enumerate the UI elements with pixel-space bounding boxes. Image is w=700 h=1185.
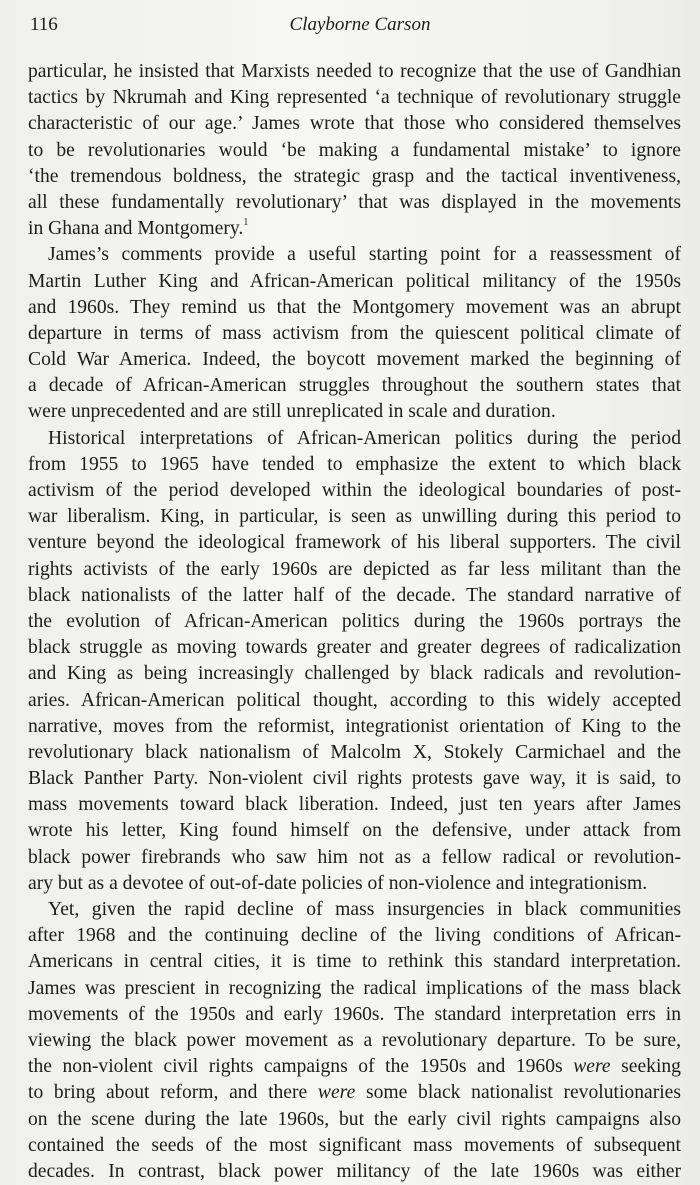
text-line: narrative, moves from the reformist, integrationist orientation of King to the	[28, 715, 681, 737]
text-line: Americans in central cities, it is time to rethink this standard interpretation.	[28, 951, 681, 973]
text-line: mass movements toward black liberation. Indeed, just ten years after James	[28, 794, 681, 816]
text-line: to be revolutionaries would ‘be making a fundamental mistake’ to ignore	[28, 139, 681, 161]
text-line: and 1960s. They remind us that the Montgomery movement was an abrupt	[28, 296, 681, 318]
text-line: ‘the tremendous boldness, the strategic grasp and the tactical inventiveness,	[28, 165, 681, 187]
text-line: viewing the black power movement as a revolutionary departure. To be sure,	[28, 1029, 681, 1051]
text-line: Martin Luther King and African-American political militancy of the 1950s	[28, 270, 681, 292]
text-line: were unprecedented and are still unreplicated in scale and duration.	[28, 401, 556, 423]
footnote-marker[interactable]: 1	[243, 217, 249, 229]
paragraph	[28, 897, 681, 1185]
running-head: Clayborne Carson	[289, 14, 431, 35]
text-line: war liberalism. King, in particular, is seen as unwilling during this period to	[28, 506, 681, 528]
text-line: in Ghana and Montgomery.$^1$	[28, 217, 249, 240]
text-line: the non-violent civil rights campaigns of the 1950s and 1960s were seeking	[28, 1056, 681, 1078]
text-line: Cold War America. Indeed, the boycott movement marked the beginning of	[28, 349, 681, 371]
emphasis: were	[573, 1056, 611, 1078]
text-line: aries. African-American political thought, according to this widely accepted	[28, 689, 681, 711]
text-line: black struggle as moving towards greater and greater degrees of radicalization	[28, 637, 681, 659]
text-line: revolutionary black nationalism of Malcolm X, Stokely Carmichael and the	[28, 741, 681, 763]
text-line: departure in terms of mass activism from the quiescent political climate of	[28, 322, 681, 344]
text-line: the evolution of African-American politics during the 1960s portrays the	[28, 610, 681, 632]
text-line: movements of the 1950s and early 1960s. The standard interpretation errs in	[28, 1003, 681, 1025]
text-line: Black Panther Party. Non-violent civil rights protests gave way, it is said, to	[28, 768, 681, 790]
text-line: wrote his letter, King found himself on the defensive, under attack from	[28, 820, 681, 842]
page-number: 116	[30, 14, 58, 35]
text-line: after 1968 and the continuing decline of the living conditions of African-	[28, 925, 681, 947]
text-line: particular, he insisted that Marxists needed to recognize that the use of Gandhian	[28, 61, 681, 82]
text-line: activism of the period developed within the ideological boundaries of post-	[28, 480, 681, 501]
text-line: from 1955 to 1965 have tended to emphasize the extent to which black	[28, 453, 681, 475]
paragraph	[28, 242, 681, 425]
text-line: and King as being increasingly challenged by black radicals and revolution-	[28, 663, 681, 685]
text-line: to bring about reform, and there were some black nationalist revolutionaries	[28, 1082, 681, 1104]
emphasis: were	[317, 1082, 356, 1104]
text-line: black power firebrands who saw him not as a fellow radical or revolution-	[28, 846, 681, 868]
text-line: Yet, given the rapid decline of mass insurgencies in black communities	[48, 899, 681, 920]
text-line: Historical interpretations of African-American politics during the period	[48, 427, 681, 449]
body-text	[28, 59, 681, 1185]
text-line: characteristic of our age.’ James wrote that those who considered themselves	[28, 113, 681, 135]
text-line: rights activists of the early 1960s are depicted as far less militant than the	[28, 558, 681, 580]
text-line: black nationalists of the latter half of the decade. The standard narrative of	[28, 584, 681, 606]
text-line: on the scene during the late 1960s, but the early civil rights campaigns also	[28, 1108, 681, 1130]
text-line: James was prescient in recognizing the radical implications of the mass black	[28, 977, 681, 999]
page-header	[30, 14, 680, 42]
text-line: decades. In contrast, black power militancy of the late 1960s was either	[28, 1160, 681, 1182]
paragraph	[28, 426, 681, 897]
text-line: a decade of African-American struggles throughout the southern states that	[28, 375, 681, 397]
text-line: venture beyond the ideological framework of his liberal supporters. The civil	[28, 532, 681, 554]
text-line: contained the seeds of the most significant mass movements of subsequent	[28, 1134, 681, 1156]
text-line: tactics by Nkrumah and King represented ‘a technique of revolutionary struggle	[28, 87, 681, 109]
paragraph	[28, 59, 681, 242]
text-line: ary but as a devotee of out-of-date policies of non-violence and integrationism.	[28, 872, 648, 894]
text-line: all these fundamentally revolutionary’ that was displayed in the movements	[28, 191, 681, 213]
text-line: James’s comments provide a useful starting point for a reassessment of	[48, 244, 681, 266]
